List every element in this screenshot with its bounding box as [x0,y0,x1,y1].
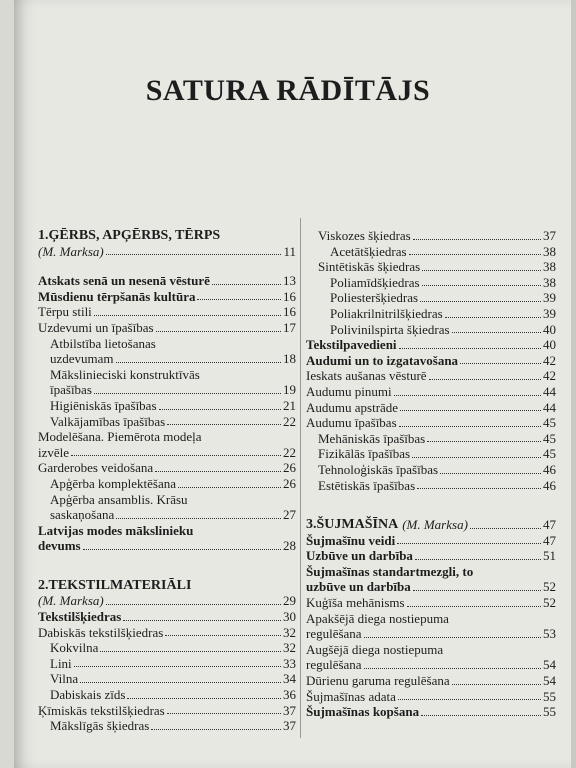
toc-entry-title: Šujmašīnas kopšana [306,704,420,720]
toc-entry-title: Apģērba komplektēšana [50,475,176,491]
toc-entry[interactable] [38,228,296,244]
toc-page-number: 46 [543,461,556,477]
leader-dots [417,488,541,489]
toc-entry-title: Kokvilna [50,640,99,656]
toc-entry[interactable] [38,460,296,476]
toc-entry[interactable] [306,384,556,400]
toc-entry-title: 3.ŠUJMAŠĪNA [306,517,399,533]
toc-entry-title: Mūsdienu tērpšanās kultūra [38,288,196,304]
leader-dots [165,635,281,636]
toc-entry-title: Sintētiskās šķiedras [318,259,421,275]
toc-page-number: 21 [283,397,296,413]
toc-page-number: 54 [543,657,556,673]
toc-entry-title: Audumu pinumi [306,383,392,399]
leader-dots [100,651,281,652]
toc-page-number: 34 [283,671,296,687]
toc-page-number: 54 [543,673,556,689]
toc-page-number: 11 [283,243,296,259]
leader-dots [399,426,541,427]
toc-entry[interactable] [306,415,556,431]
toc-entry-title-cont: uzbūve un darbība [306,579,411,595]
toc-entry-title: Mehāniskās īpašības [318,430,426,446]
toc-entry-title: Uzdevumi un īpašības [38,319,154,335]
toc-page-number: 28 [283,538,296,554]
toc-page-number: 47 [543,517,556,533]
toc-entry-title: Poliesteršķiedras [330,290,419,306]
leader-dots [123,620,281,621]
toc-entry[interactable] [306,368,556,384]
toc-entry-title: Poliakrilnitrilšķiedras [330,305,443,321]
toc-page-number: 38 [543,243,556,259]
toc-page-number: 39 [543,290,556,306]
toc-entry[interactable] [38,492,296,523]
leader-dots [415,559,541,560]
leader-dots [364,637,541,638]
toc-entry-title: Dūrienu garuma regulēšana [306,673,450,689]
toc-page-number: 27 [283,507,296,523]
toc-entry[interactable] [306,353,556,369]
toc-page-number: 52 [543,595,556,611]
leader-dots [429,379,541,380]
toc-page-number: 37 [283,718,296,734]
toc-entry[interactable] [306,642,556,673]
leader-dots [422,270,541,271]
toc-entry-title: Šujmašīnas standartmezgli, to [306,563,474,579]
toc-page-number: 51 [543,548,556,564]
leader-dots [422,285,541,286]
leader-dots [155,471,281,472]
toc-page-number: 55 [543,688,556,704]
toc-entry[interactable] [306,228,556,244]
toc-page-number: 37 [283,702,296,718]
toc-page-number: 46 [543,477,556,493]
toc-page-number: 32 [283,640,296,656]
toc-page-number: 22 [283,444,296,460]
toc-entry[interactable] [306,431,556,447]
leader-dots [420,301,541,302]
toc-entry-title-cont: devums [38,538,81,554]
toc-page-number: 39 [543,305,556,321]
leader-dots [197,299,281,300]
spacer [38,259,296,273]
toc-entry-title: Vilna [50,671,79,687]
leader-dots [94,393,281,394]
leader-dots [394,395,541,396]
leader-dots [156,331,281,332]
toc-page-number: 38 [543,274,556,290]
toc-entry[interactable] [306,704,556,720]
leader-dots [127,698,281,699]
toc-entry[interactable] [306,689,556,705]
leader-dots [427,441,541,442]
leader-dots [80,682,281,683]
leader-dots [106,604,281,605]
leader-dots [460,363,541,364]
toc-entry[interactable] [38,289,296,305]
leader-dots [413,590,541,591]
toc-page-number: 16 [283,304,296,320]
toc-entry-title: Šujmašīnas adata [306,688,396,704]
toc-entry[interactable] [306,244,556,260]
leader-dots [413,239,541,240]
toc-entry-title-cont: regulēšana [306,626,362,642]
toc-entry[interactable] [38,640,296,656]
toc-entry[interactable] [38,656,296,672]
toc-entry-title-cont: saskaņošana [50,507,115,523]
toc-entry-title: Audumu īpašības [306,415,397,431]
toc-entry-title: Higiēniskās īpašības [50,397,157,413]
toc-page-number: 45 [543,430,556,446]
toc-entry[interactable] [306,595,556,611]
toc-entry-author: (M. Marksa) [402,517,468,533]
toc-entry[interactable] [38,523,296,554]
toc-entry[interactable] [306,533,556,549]
leader-dots [452,332,541,333]
leader-dots [452,684,541,685]
toc-page-number: 26 [283,460,296,476]
leader-dots [399,348,541,349]
toc-entry[interactable] [38,398,296,414]
toc-entry-title: Lini [50,655,72,671]
toc-entry[interactable] [38,625,296,641]
toc-page-number: 22 [283,413,296,429]
toc-entry-title: Acetātšķiedras [330,243,407,259]
leader-dots [167,424,281,425]
toc-column-right [306,228,556,720]
leader-dots [407,606,541,607]
leader-dots [440,473,541,474]
toc-entry[interactable] [306,478,556,494]
page-title: SATURA RĀDĪTĀJS [145,74,431,107]
toc-page-number: 38 [543,259,556,275]
toc-entry-title: Poliamīdšķiedras [330,274,420,290]
toc-entry[interactable] [38,320,296,336]
toc-entry[interactable] [306,517,556,533]
toc-entry[interactable] [306,548,556,564]
toc-entry-title: Estētiskās īpašības [318,477,416,493]
toc-entry[interactable] [38,273,296,289]
toc-entry-title: Dabiskās tekstilšķiedras [38,624,164,640]
page-edge [571,0,576,768]
toc-entry[interactable] [38,429,296,460]
toc-page-number: 36 [283,687,296,703]
toc-entry[interactable] [38,336,296,367]
leader-dots [71,455,281,456]
leader-dots [74,666,281,667]
leader-dots [397,543,541,544]
toc-entry-title: Apakšējā diega nostiepuma [306,610,449,626]
toc-entry[interactable] [306,259,556,275]
leader-dots [412,457,541,458]
toc-entry-title: Garderobes veidošana [38,460,154,476]
toc-entry-title: (M. Marksa) [38,243,104,259]
toc-entry-title: Viskozes šķiedras [318,228,411,243]
toc-page-number: 52 [543,579,556,595]
leader-dots [409,254,541,255]
toc-entry[interactable] [38,304,296,320]
toc-entry-title: Dabiskais zīds [50,687,126,703]
toc-entry-title: Tehnoloģiskās īpašības [318,461,439,477]
toc-entry[interactable] [306,306,556,322]
toc-page-number: 33 [283,655,296,671]
toc-page-number: 17 [283,319,296,335]
leader-dots [398,699,541,700]
toc-entry[interactable] [38,671,296,687]
toc-entry[interactable] [38,414,296,430]
toc-entry-title: Valkājamības īpašības [50,413,166,429]
toc-page-number: 16 [283,288,296,304]
toc-entry[interactable] [38,609,296,625]
toc-entry[interactable] [38,593,296,609]
toc-entry[interactable] [38,244,296,260]
toc-entry-title: Uzbūve un darbība [306,548,413,564]
toc-entry-title-cont: regulēšana [306,657,362,673]
leader-dots [470,528,541,529]
leader-dots [106,254,282,255]
toc-entry[interactable] [306,337,556,353]
toc-entry[interactable] [306,275,556,291]
toc-page-number: 47 [543,532,556,548]
toc-entry[interactable] [38,703,296,719]
toc-entry-title-cont: uzdevumam [50,351,114,367]
toc-entry[interactable] [306,400,556,416]
toc-entry-title: Mākslīgās šķiedras [50,718,150,734]
toc-entry[interactable] [38,578,296,594]
toc-page-number: 45 [543,446,556,462]
toc-page-number: 29 [283,593,296,609]
toc-entry[interactable] [38,687,296,703]
leader-dots [421,715,541,716]
toc-entry-title: Tērpu stili [38,304,92,320]
toc-entry[interactable] [306,446,556,462]
toc-entry-title: Modelēšana. Piemērota modeļa [38,429,202,445]
leader-dots [159,409,281,410]
leader-dots [178,487,281,488]
leader-dots [83,549,281,550]
leader-dots [212,284,281,285]
toc-entry-title-cont: izvēle [38,444,70,460]
toc-column-left [38,228,296,734]
toc-page-number: 42 [543,352,556,368]
toc-entry-title: Ieskats aušanas vēsturē [306,368,427,384]
toc-entry[interactable] [38,718,296,734]
toc-entry-title: Mākslinieciski konstruktīvās [50,366,200,382]
toc-page-number: 32 [283,624,296,640]
toc-page-number: 42 [543,368,556,384]
spacer [306,493,556,517]
leader-dots [167,713,281,714]
toc-entry-title: Fizikālās īpašības [318,446,411,462]
toc-entry[interactable] [306,611,556,642]
toc-entry-title: Apģērba ansamblis. Krāsu [50,491,188,507]
toc-entry-title: Kuģīša mehānisms [306,595,405,611]
toc-page-number: 37 [543,228,556,243]
toc-page-number: 30 [283,609,296,625]
leader-dots [116,362,281,363]
toc-entry-title: Tekstilšķiedras [38,609,122,625]
toc-page-number: 26 [283,475,296,491]
toc-page-number: 13 [283,273,296,289]
toc-page-number: 55 [543,704,556,720]
toc-entry-title: Atskats senā un nesenā vēsturē [38,273,210,289]
toc-page-number: 44 [543,383,556,399]
toc-entry[interactable] [38,367,296,398]
toc-entry-title: Audumi un to izgatavošana [306,352,459,368]
toc-page-number: 19 [283,382,296,398]
spacer [38,554,296,578]
leader-dots [151,729,281,730]
toc-page-number: 40 [543,321,556,337]
toc-entry-title: Polivinilspirta šķiedras [330,321,450,337]
toc-entry-title-cont: īpašības [50,382,92,398]
toc-page-number: 44 [543,399,556,415]
toc-page-number: 45 [543,415,556,431]
toc-entry-title: Atbilstība lietošanas [50,335,156,351]
leader-dots [445,317,541,318]
toc-entry[interactable] [306,673,556,689]
toc-entry-title: Šujmašīnu veidi [306,532,396,548]
toc-entry-title: Ķīmiskās tekstilšķiedras [38,702,165,718]
toc-entry[interactable] [306,322,556,338]
toc-entry-title: 2.TEKSTILMATERIĀLI [38,577,192,593]
toc-entry[interactable] [38,476,296,492]
toc-entry[interactable] [306,462,556,478]
leader-dots [94,315,281,316]
leader-dots [116,518,281,519]
toc-page-number: 40 [543,337,556,353]
toc-entry-title: 1.ĢĒRBS, APĢĒRBS, TĒRPS [38,228,221,243]
leader-dots [400,410,541,411]
toc-page-number: 18 [283,351,296,367]
column-divider [300,218,301,738]
toc-entry-title: Audumu apstrāde [306,399,399,415]
toc-entry-title: (M. Marksa) [38,593,104,609]
toc-page-number: 53 [543,626,556,642]
leader-dots [364,668,541,669]
toc-entry-title: Latvijas modes mākslinieku [38,522,194,538]
toc-entry[interactable] [306,564,556,595]
toc-entry-title: Augšējā diega nostiepuma [306,641,444,657]
toc-entry[interactable] [306,290,556,306]
toc-entry-title: Tekstilpavedieni [306,337,397,353]
